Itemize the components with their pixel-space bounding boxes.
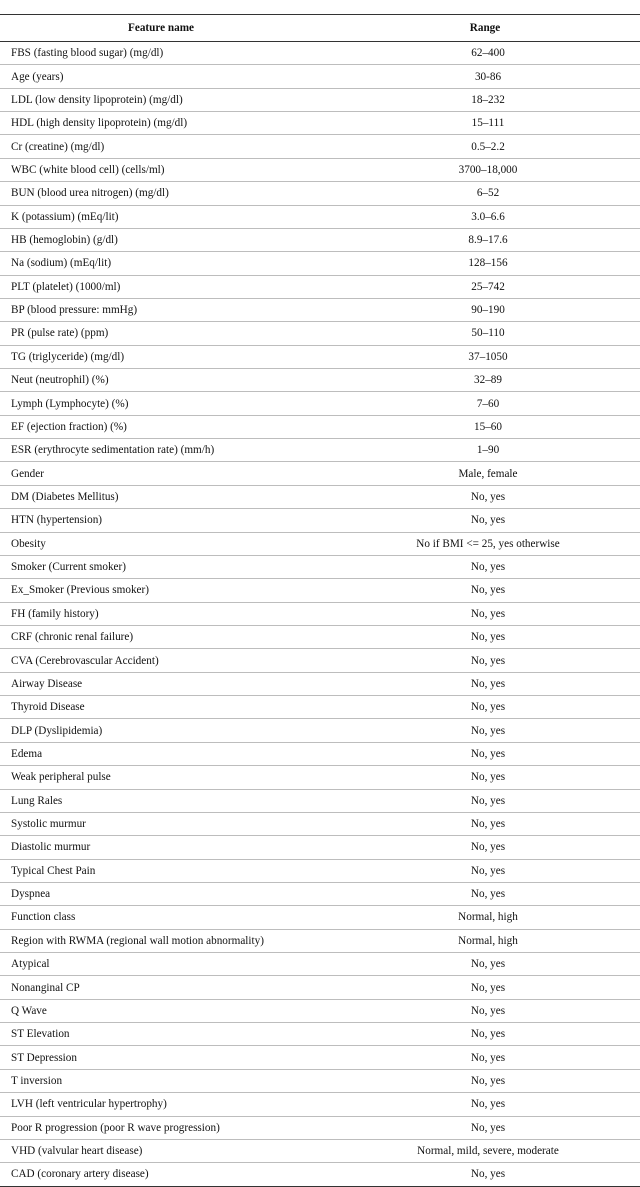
range-cell: No, yes	[330, 882, 640, 905]
feature-name-cell: Lymph (Lymphocyte) (%)	[0, 392, 330, 415]
range-cell: No, yes	[330, 836, 640, 859]
table-header	[0, 15, 640, 42]
table-row	[0, 42, 640, 65]
range-cell: No, yes	[330, 696, 640, 719]
table-row	[0, 298, 640, 321]
range-cell: No, yes	[330, 649, 640, 672]
feature-name-cell: BP (blood pressure: mmHg)	[0, 298, 330, 321]
feature-name-cell: Smoker (Current smoker)	[0, 555, 330, 578]
feature-name-cell: Age (years)	[0, 65, 330, 88]
feature-name-cell: LDL (low density lipoprotein) (mg/dl)	[0, 88, 330, 111]
range-cell: No, yes	[330, 1046, 640, 1069]
feature-name-cell: Airway Disease	[0, 672, 330, 695]
range-cell: Normal, high	[330, 929, 640, 952]
range-cell: No if BMI <= 25, yes otherwise	[330, 532, 640, 555]
feature-name-cell: HTN (hypertension)	[0, 509, 330, 532]
range-cell: No, yes	[330, 672, 640, 695]
table-row	[0, 859, 640, 882]
range-cell: Normal, mild, severe, moderate	[330, 1139, 640, 1162]
range-cell: 90–190	[330, 298, 640, 321]
range-column-header: Range	[330, 15, 640, 42]
table-row	[0, 275, 640, 298]
feature-name-cell: DLP (Dyslipidemia)	[0, 719, 330, 742]
table-row	[0, 836, 640, 859]
table-row	[0, 672, 640, 695]
feature-name-cell: T inversion	[0, 1069, 330, 1092]
table-row	[0, 999, 640, 1022]
feature-name-cell: Lung Rales	[0, 789, 330, 812]
table-row	[0, 135, 640, 158]
table-row	[0, 228, 640, 251]
table-row	[0, 1116, 640, 1139]
feature-name-cell: CAD (coronary artery disease)	[0, 1163, 330, 1186]
table-row	[0, 1093, 640, 1116]
feature-range-table	[0, 14, 640, 1187]
range-cell: 128–156	[330, 252, 640, 275]
feature-name-cell: EF (ejection fraction) (%)	[0, 415, 330, 438]
range-cell: No, yes	[330, 579, 640, 602]
range-cell: No, yes	[330, 953, 640, 976]
feature-name-cell: Function class	[0, 906, 330, 929]
range-cell: No, yes	[330, 1023, 640, 1046]
table-row	[0, 1069, 640, 1092]
table-row	[0, 719, 640, 742]
feature-name-cell: Poor R progression (poor R wave progression)	[0, 1116, 330, 1139]
range-cell: 6–52	[330, 182, 640, 205]
feature-name-cell: Gender	[0, 462, 330, 485]
table-row	[0, 88, 640, 111]
table-row	[0, 882, 640, 905]
feature-name-column-header: Feature name	[0, 15, 330, 42]
feature-name-cell: Atypical	[0, 953, 330, 976]
feature-name-cell: DM (Diabetes Mellitus)	[0, 485, 330, 508]
range-cell: No, yes	[330, 812, 640, 835]
range-cell: No, yes	[330, 1116, 640, 1139]
table-row	[0, 906, 640, 929]
feature-name-cell: Q Wave	[0, 999, 330, 1022]
table-row	[0, 205, 640, 228]
range-cell: No, yes	[330, 976, 640, 999]
feature-name-cell: Diastolic murmur	[0, 836, 330, 859]
table-row	[0, 602, 640, 625]
feature-name-cell: FH (family history)	[0, 602, 330, 625]
table-row	[0, 649, 640, 672]
table-body	[0, 42, 640, 1187]
range-cell: No, yes	[330, 789, 640, 812]
range-cell: Male, female	[330, 462, 640, 485]
feature-name-cell: Thyroid Disease	[0, 696, 330, 719]
range-cell: No, yes	[330, 485, 640, 508]
feature-name-cell: Nonanginal CP	[0, 976, 330, 999]
table-row	[0, 625, 640, 648]
header-row	[0, 15, 640, 42]
feature-name-cell: Obesity	[0, 532, 330, 555]
range-cell: 50–110	[330, 322, 640, 345]
table-row	[0, 439, 640, 462]
range-cell: 37–1050	[330, 345, 640, 368]
feature-name-cell: CRF (chronic renal failure)	[0, 625, 330, 648]
feature-name-cell: LVH (left ventricular hypertrophy)	[0, 1093, 330, 1116]
feature-name-cell: Typical Chest Pain	[0, 859, 330, 882]
table-row	[0, 462, 640, 485]
table-row	[0, 696, 640, 719]
table-row	[0, 252, 640, 275]
feature-name-cell: Systolic murmur	[0, 812, 330, 835]
feature-name-cell: Ex_Smoker (Previous smoker)	[0, 579, 330, 602]
table-row	[0, 1023, 640, 1046]
feature-name-cell: HB (hemoglobin) (g/dl)	[0, 228, 330, 251]
feature-name-cell: K (potassium) (mEq/lit)	[0, 205, 330, 228]
range-cell: No, yes	[330, 509, 640, 532]
table-row	[0, 369, 640, 392]
range-cell: 25–742	[330, 275, 640, 298]
feature-name-cell: ST Depression	[0, 1046, 330, 1069]
range-cell: 1–90	[330, 439, 640, 462]
range-cell: 7–60	[330, 392, 640, 415]
table-row	[0, 555, 640, 578]
range-cell: No, yes	[330, 719, 640, 742]
table-row	[0, 322, 640, 345]
feature-name-cell: Cr (creatine) (mg/dl)	[0, 135, 330, 158]
range-cell: No, yes	[330, 602, 640, 625]
range-cell: 0.5–2.2	[330, 135, 640, 158]
range-cell: 32–89	[330, 369, 640, 392]
table-row	[0, 415, 640, 438]
table-row	[0, 812, 640, 835]
feature-name-cell: Dyspnea	[0, 882, 330, 905]
range-cell: No, yes	[330, 1093, 640, 1116]
range-cell: No, yes	[330, 555, 640, 578]
table-row	[0, 509, 640, 532]
feature-name-cell: HDL (high density lipoprotein) (mg/dl)	[0, 112, 330, 135]
table-row	[0, 182, 640, 205]
table-row	[0, 485, 640, 508]
feature-name-cell: Neut (neutrophil) (%)	[0, 369, 330, 392]
table-row	[0, 1139, 640, 1162]
range-cell: 15–60	[330, 415, 640, 438]
feature-name-cell: ESR (erythrocyte sedimentation rate) (mm/h)	[0, 439, 330, 462]
range-cell: Normal, high	[330, 906, 640, 929]
feature-name-cell: PR (pulse rate) (ppm)	[0, 322, 330, 345]
range-cell: 3700–18,000	[330, 158, 640, 181]
feature-name-cell: PLT (platelet) (1000/ml)	[0, 275, 330, 298]
range-cell: No, yes	[330, 1163, 640, 1186]
feature-name-cell: CVA (Cerebrovascular Accident)	[0, 649, 330, 672]
table-row	[0, 789, 640, 812]
table-row	[0, 742, 640, 765]
range-cell: No, yes	[330, 999, 640, 1022]
table-row	[0, 112, 640, 135]
feature-name-cell: Edema	[0, 742, 330, 765]
feature-name-cell: Weak peripheral pulse	[0, 766, 330, 789]
range-cell: No, yes	[330, 766, 640, 789]
table-row	[0, 1046, 640, 1069]
feature-name-cell: FBS (fasting blood sugar) (mg/dl)	[0, 42, 330, 65]
feature-name-cell: BUN (blood urea nitrogen) (mg/dl)	[0, 182, 330, 205]
feature-name-cell: TG (triglyceride) (mg/dl)	[0, 345, 330, 368]
range-cell: No, yes	[330, 1069, 640, 1092]
table-row	[0, 976, 640, 999]
range-cell: 30-86	[330, 65, 640, 88]
feature-name-cell: ST Elevation	[0, 1023, 330, 1046]
table-row	[0, 345, 640, 368]
table-row	[0, 929, 640, 952]
feature-name-cell: WBC (white blood cell) (cells/ml)	[0, 158, 330, 181]
table-row	[0, 65, 640, 88]
feature-name-cell: Na (sodium) (mEq/lit)	[0, 252, 330, 275]
range-cell: 8.9–17.6	[330, 228, 640, 251]
range-cell: No, yes	[330, 859, 640, 882]
range-cell: No, yes	[330, 742, 640, 765]
range-cell: No, yes	[330, 625, 640, 648]
table-row	[0, 953, 640, 976]
feature-name-cell: Region with RWMA (regional wall motion abnormality)	[0, 929, 330, 952]
range-cell: 62–400	[330, 42, 640, 65]
table-row	[0, 579, 640, 602]
table-row	[0, 532, 640, 555]
table-row	[0, 392, 640, 415]
range-cell: 3.0–6.6	[330, 205, 640, 228]
table-row	[0, 766, 640, 789]
table-row	[0, 1163, 640, 1186]
range-cell: 15–111	[330, 112, 640, 135]
feature-name-cell: VHD (valvular heart disease)	[0, 1139, 330, 1162]
table-row	[0, 158, 640, 181]
range-cell: 18–232	[330, 88, 640, 111]
